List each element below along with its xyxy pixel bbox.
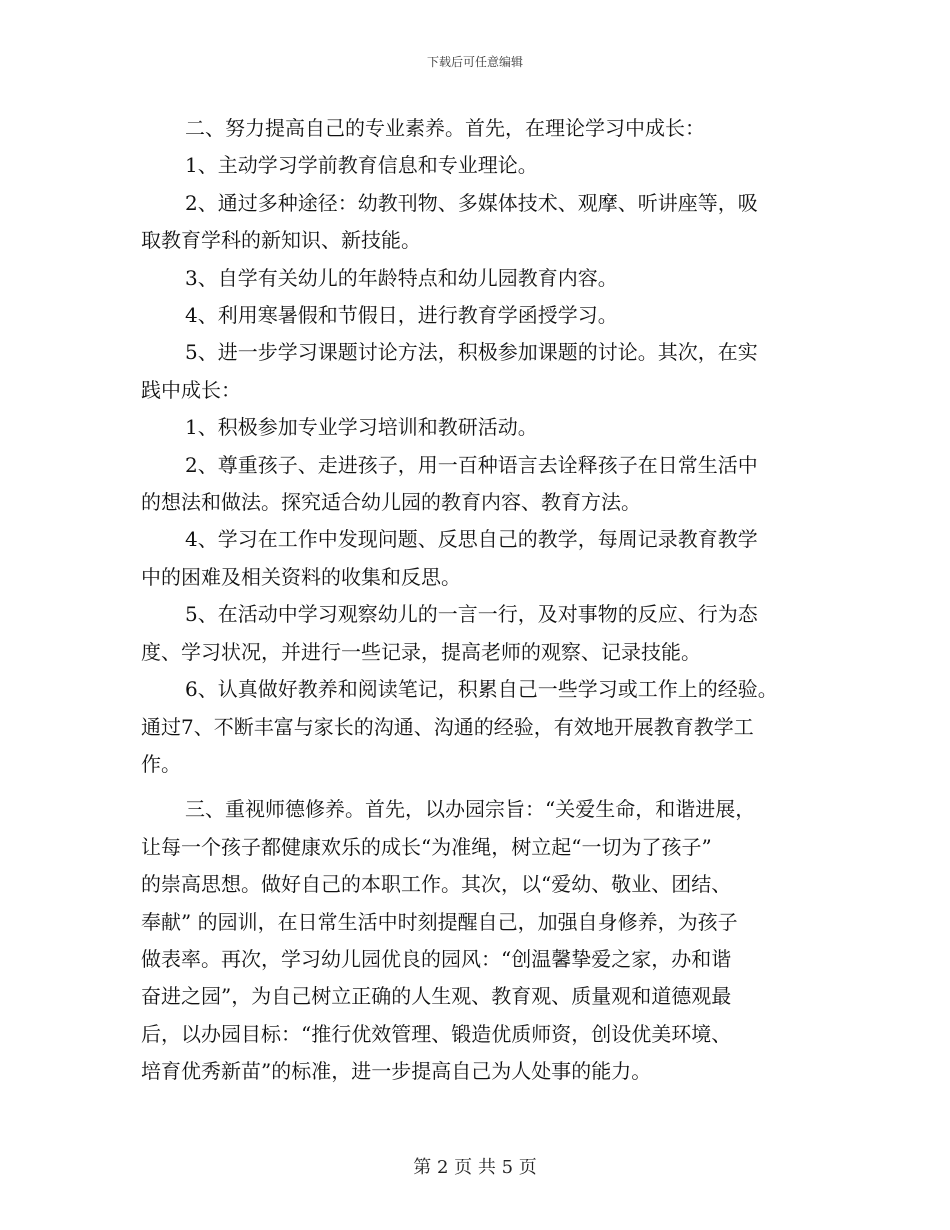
paragraph-line: 的崇高思想。做好自己的本职工作。其次，以“爱幼、敬业、团结、 xyxy=(141,872,732,897)
paragraph-line: 奋进之园”，为自己树立正确的人生观、教育观、质量观和道德观最 xyxy=(141,984,732,1009)
paragraph-line: 4、学习在工作中发现问题、反思自己的教学，每周记录教育教学 xyxy=(185,527,758,552)
paragraph-line: 5、进一步学习课题讨论方法，积极参加课题的讨论。其次，在实 xyxy=(185,340,758,365)
paragraph-line: 1、积极参加专业学习培训和教研活动。 xyxy=(185,415,538,440)
paragraph-line: 作。 xyxy=(141,751,181,776)
paragraph-line: 度、学习状况，并进行一些记录，提高老师的观察、记录技能。 xyxy=(141,639,701,664)
paragraph-line: 中的困难及相关资料的收集和反思。 xyxy=(141,564,461,589)
paragraph-line: 5、在活动中学习观察幼儿的一言一行，及对事物的反应、行为态 xyxy=(185,602,758,627)
paragraph-line: 践中成长： xyxy=(141,377,241,402)
paragraph-line: 奉献” 的园训，在日常生活中时刻提醒自己，加强自身修养，为孩子 xyxy=(141,909,738,934)
paragraph-line: 1、主动学习学前教育信息和专业理论。 xyxy=(185,153,538,178)
paragraph-line: 4、利用寒暑假和节假日，进行教育学函授学习。 xyxy=(185,303,618,328)
paragraph-line: 后，以办园目标：“推行优效管理、锻造优质师资，创设优美环境、 xyxy=(141,1021,732,1046)
document-body xyxy=(141,110,821,1091)
paragraph-line: 通过7、不断丰富与家长的沟通、沟通的经验，有效地开展教育教学工 xyxy=(141,714,754,739)
paragraph-line: 6、认真做好教养和阅读笔记，积累自己一些学习或工作上的经验。 xyxy=(185,677,778,702)
section-heading-professional: 二、努力提高自己的专业素养。首先，在理论学习中成长： xyxy=(185,116,705,140)
paragraph-line: 让每一个孩子都健康欢乐的成长“为准绳，树立起“一切为了孩子” xyxy=(141,834,712,859)
page-header: 下载后可任意编辑 xyxy=(426,55,523,69)
paragraph-line: 培育优秀新苗”的标准，进一步提高自己为人处事的能力。 xyxy=(141,1059,652,1084)
page-number: 第 2 页 共 5 页 xyxy=(413,1157,537,1178)
section-heading-ethics: 三、重视师德修养。首先，以办园宗旨：“关爱生命，和谐进展， xyxy=(185,797,756,822)
paragraph-line: 做表率。再次，学习幼儿园优良的园风：“创温馨挚爱之家，办和谐 xyxy=(141,946,732,971)
paragraph-line: 取教育学科的新知识、新技能。 xyxy=(141,228,421,253)
paragraph-line: 2、通过多种途径：幼教刊物、多媒体技术、观摩、听讲座等，吸 xyxy=(185,190,758,215)
paragraph-line: 3、自学有关幼儿的年龄特点和幼儿园教育内容。 xyxy=(185,265,618,290)
paragraph-line: 的想法和做法。探究适合幼儿园的教育内容、教育方法。 xyxy=(141,490,641,515)
paragraph-line: 2、尊重孩子、走进孩子，用一百种语言去诠释孩子在日常生活中 xyxy=(185,452,758,477)
